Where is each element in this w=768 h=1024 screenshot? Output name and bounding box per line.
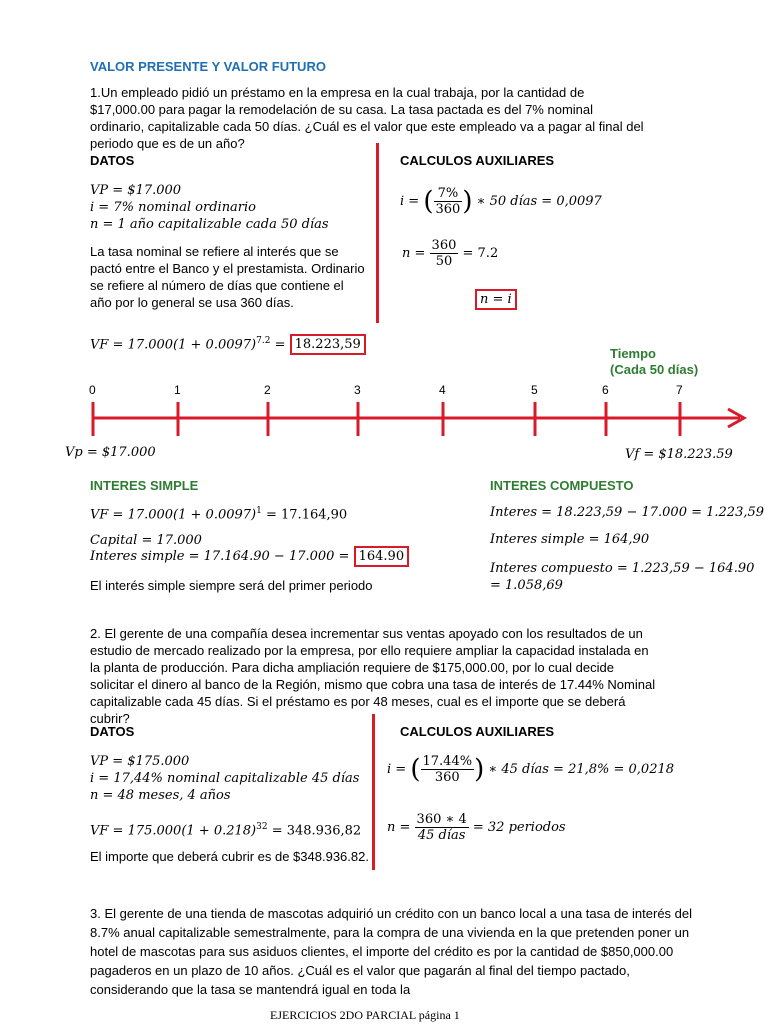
p1-calc-n-rest: = 7.2 xyxy=(462,246,499,261)
p1-calc-n-den: 50 xyxy=(435,254,453,269)
page-title: VALOR PRESENTE Y VALOR FUTURO xyxy=(90,59,326,74)
p2-calc-n: n = $\frac{360 ∗ 4}{\text{45 días}}$ = 32 periodos xyxy=(387,812,566,843)
divider-line-2 xyxy=(372,714,375,870)
simple-vf-exp: 1 xyxy=(256,506,262,516)
p2-vf-exp: 32 xyxy=(256,822,268,832)
interes-simple-label: INTERES SIMPLE xyxy=(90,478,199,493)
p1-calc-i-num: 7% xyxy=(434,186,463,202)
problem-1-statement: 1.Un empleado pidió un préstamo en la empresa en la cual trabaja, por la cantidad de $17,000.00 para pagar la remodelación de su casa. La tasa pactada es del 7% nominal ordinario, capitalizable cada 50 días. ¿Cuál es el valor que este empleado va a pagar al final del periodo que es de un año? xyxy=(90,85,644,151)
timeline-vf: Vf = $18.223.59 xyxy=(625,447,733,462)
problem-3-statement: 3. El gerente de una tienda de mascotas adquirió un crédito con un banco local a una tasa de interés del 8.7% anual capitalizable semestralmente, para la compra de una vivienda en la que pretenden poner un hotel de mascotas para sus asiduos clientes, el importe del crédito es por la cantidad de $850,000.00 pagaderos en un plazo de 10 años. ¿Cuál es el valor que pagarán al final del tiempo pactado, considerando que la tasa se mantendrá igual en toda la xyxy=(90,906,693,997)
datos-label-2: DATOS xyxy=(90,724,135,739)
datos-label-1: DATOS xyxy=(90,153,135,168)
p1-vp: VP = $17.000 xyxy=(90,183,182,198)
p2-calc-i-rest: ∗ 45 días = 21,8% = 0,0218 xyxy=(488,762,675,777)
tick-label-3: 3 xyxy=(354,383,361,397)
tick-label-2: 2 xyxy=(264,383,271,397)
tick-label-4: 4 xyxy=(439,383,446,397)
simple-interest-text: Interes simple = 17.164.90 − 17.000 = xyxy=(90,549,350,564)
tick-label-7: 7 xyxy=(676,383,683,397)
timeline-label-2: (Cada 50 días) xyxy=(610,362,699,377)
p2-n: n = 48 meses, 4 años xyxy=(90,788,231,803)
p2-calc-i: i = ( $\frac{17.44\%}{360}$ ) ∗ 45 días = 21,8% = 0,0218 xyxy=(387,754,675,785)
simple-note: El interés simple siempre será del primer periodo xyxy=(90,578,373,593)
p1-note: La tasa nominal se refiere al interés que se pactó entre el Banco y el prestamista. Ordinario se refiere al número de días que contiene el año por lo general se usa 360 días. xyxy=(90,244,365,310)
p2-importe: El importe que deberá cubrir es de $348.936.82. xyxy=(90,849,369,864)
comp-simple: Interes simple = 164,90 xyxy=(490,532,650,547)
p1-n: n = 1 año capitalizable cada 50 días xyxy=(90,217,329,232)
p1-vf-formula: VF = $17.000(1 + 0.0097)^{7.2} = 18.223,59$ xyxy=(90,336,366,352)
tick-label-1: 1 xyxy=(174,383,181,397)
p2-i: i = 17,44% nominal capitalizable 45 días xyxy=(90,771,360,786)
calc-label-1: CALCULOS AUXILIARES xyxy=(400,153,555,168)
p1-i: i = 7% nominal ordinario xyxy=(90,200,257,215)
simple-vf xyxy=(90,506,347,522)
capital: Capital = 17.000 xyxy=(90,533,202,548)
tick-label-0: 0 xyxy=(89,383,96,397)
p1-vf-exp: 7.2 xyxy=(256,336,271,346)
problem-2-statement: 2. El gerente de una compañía desea incrementar sus ventas apoyado con los resultados de un estudio de mercado realizado por la empresa, por ello requiere ampliar la capacidad instalada en la planta de producción. Para dicha ampliación requiere de $175,000.00, por lo cual decide solicitar el dinero al banco de la Región, mismo que cobra una tasa de interés de 17.44% Nominal capitalizable cada 45 días. Si el préstamo es por 48 meses, cual es el importe que se deberá cubrir? xyxy=(90,626,656,726)
p1-calc-n: n = $\frac{360}{50}$ = 7.2 xyxy=(402,238,499,269)
p2-vp: VP = $175.000 xyxy=(90,754,190,769)
n-equals-i-box: n = i xyxy=(475,289,517,310)
tick-label-5: 5 xyxy=(531,383,538,397)
p2-calc-n-den: 45 días xyxy=(417,828,466,843)
page-footer: EJERCICIOS 2DO PARCIAL página 1 xyxy=(270,1008,460,1022)
timeline-label-1: Tiempo xyxy=(610,346,656,361)
p1-calc-i-den: 360 xyxy=(435,202,461,217)
timeline-axis xyxy=(80,398,760,440)
interes-compuesto-label: INTERES COMPUESTO xyxy=(490,478,634,493)
p2-calc-i-den: 360 xyxy=(434,770,460,785)
comp-compuesto-2: = 1.058,69 xyxy=(490,578,563,593)
comp-compuesto-1: Interes compuesto = 1.223,59 − 164.90 xyxy=(490,561,755,576)
calc-label-2: CALCULOS AUXILIARES xyxy=(400,724,555,739)
p1-calc-i: i = ( $\frac{7\%}{360}$ ) ∗ 50 días = 0,0097 xyxy=(400,186,602,217)
p2-vf-formula xyxy=(90,822,361,838)
p2-vf-rest: = 348.936,82 xyxy=(267,823,362,839)
p2-vf-text: VF = 175.000(1 + 0.218) xyxy=(90,823,257,839)
p1-calc-i-rest: ∗ 50 días = 0,0097 xyxy=(476,194,602,209)
p1-vf-text: VF = 17.000(1 + 0.0097) xyxy=(90,337,257,353)
timeline-vp: Vp = $17.000 xyxy=(65,445,156,460)
p2-calc-n-num: 360 ∗ 4 xyxy=(416,812,467,827)
simple-result-box: 164.90 xyxy=(354,546,410,567)
p1-vf-result-box: 18.223,59 xyxy=(290,334,366,355)
divider-line-1 xyxy=(376,143,379,323)
p1-calc-n-num: 360 xyxy=(431,238,457,253)
comp-interes: Interes = 18.223,59 − 17.000 = 1.223,59 xyxy=(490,505,765,520)
p2-calc-i-num: 17.44% xyxy=(422,754,473,769)
simple-vf-text: VF = 17.000(1 + 0.0097) xyxy=(90,507,257,523)
simple-vf-rest: = 17.164,90 xyxy=(261,507,348,523)
simple-interest xyxy=(90,549,409,564)
p2-calc-n-rest: = 32 periodos xyxy=(472,820,566,835)
tick-label-6: 6 xyxy=(602,383,609,397)
